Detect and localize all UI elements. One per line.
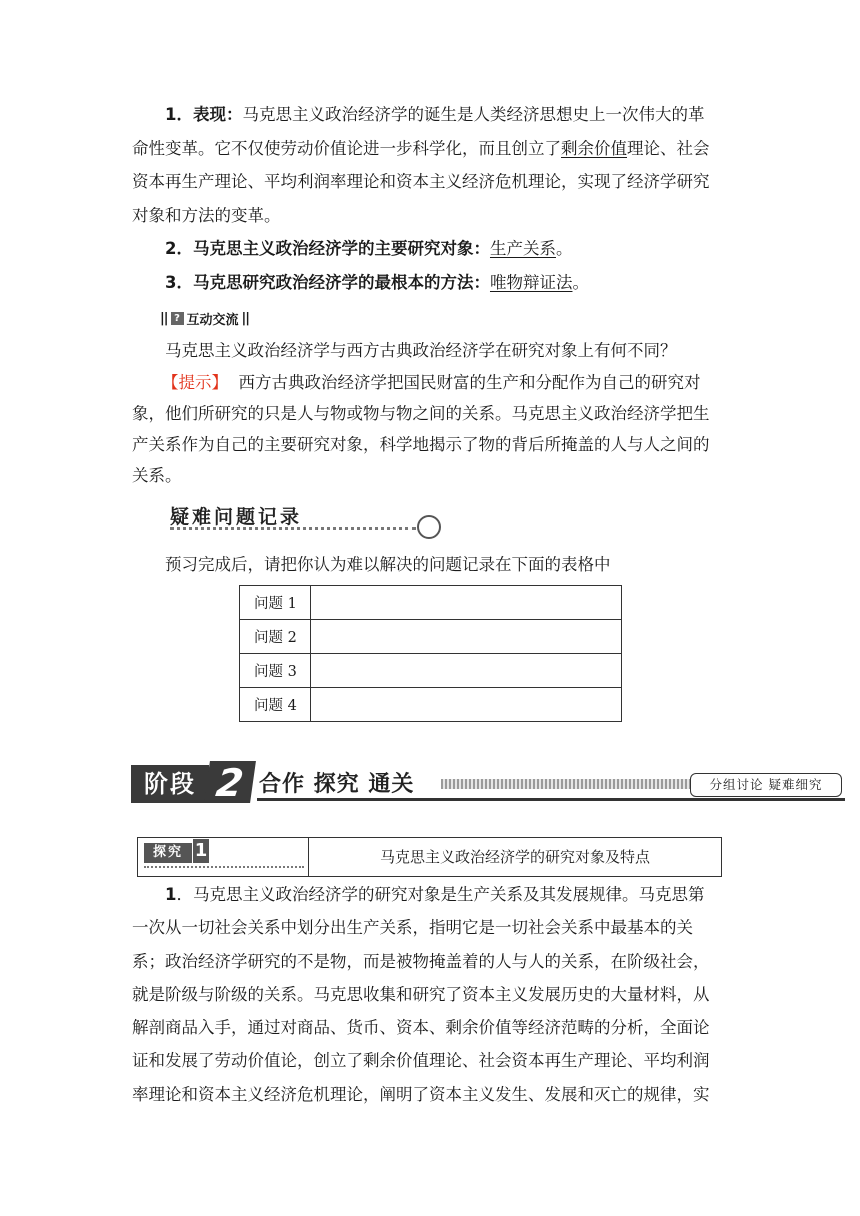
question-icon: ? — [171, 312, 184, 325]
difficulty-record-header — [170, 500, 440, 540]
banner-stripe — [441, 779, 691, 789]
point-2-label: 马克思主义政治经济学的主要研究对象： — [192, 239, 490, 258]
body-paragraph: 1．马克思主义政治经济学的研究对象是生产关系及其发展规律。马克思第 一次从一切社会关系中划分出生产关系，指明它是一切社会关系中最基本的关 系；政治经济学研究的不是物，而是被物掩盖着的人与人的关系，在阶级社会， 就是阶级与阶级的关系。马克思收集和研究了资本主义发展历史的大量材料，从 解剖商品入手，通过对商品、货币、资本、剩余价值等经济范畴的分析，全面论 证和发展了劳动价值论，创立了剩余价值理论、社会资本再生产理论、平均利润 率理论和资本主义经济危机理论，阐明了资本主义发生、发展和灭亡的规律，实 — [132, 878, 732, 1111]
banner-underline — [257, 798, 845, 801]
point-2-answer: 生产关系 — [489, 239, 556, 258]
table-row — [240, 586, 622, 620]
hint-paragraph — [132, 367, 732, 491]
answer-cell[interactable] — [311, 586, 622, 620]
body-number: 1 — [165, 885, 177, 904]
point-1-line-1: 马克思主义政治经济学的诞生是人类经济思想史上一次伟大的革 — [242, 105, 705, 124]
difficulty-record-title: 疑难问题记录 — [170, 506, 303, 528]
question-record-table — [239, 585, 622, 722]
stage-number: 2 — [204, 761, 256, 803]
table-row — [240, 620, 622, 654]
point-3-number: 3 — [165, 273, 177, 292]
explore-number: 1 — [194, 840, 208, 861]
explore-topic: 马克思主义政治经济学的研究对象及特点 — [379, 848, 650, 866]
row-label: 问题 2 — [240, 620, 311, 654]
body-line-5: 解剖商品入手，通过对商品、货币、资本、剩余价值等经济范畴的分析，全面论 — [132, 1018, 710, 1038]
hint-line-3: 产关系作为自己的主要研究对象，科学地揭示了物的背后所掩盖的人与人之间的 — [132, 435, 710, 454]
interaction-question-text: 马克思主义政治经济学与西方古典政治经济学在研究对象上有何不同？ — [165, 341, 677, 360]
difficulty-instruction — [132, 548, 732, 582]
body-line-6: 证和发展了劳动价值论，创立了剩余价值理论、社会资本再生产理论、平均利润 — [132, 1051, 710, 1071]
point-1-line-4: 对象和方法的变革。 — [132, 205, 281, 225]
circle-icon — [417, 515, 441, 539]
answer-cell[interactable] — [311, 620, 622, 654]
body-line-1: 马克思主义政治经济学的研究对象是生产关系及其发展规律。马克思第 — [192, 885, 705, 904]
point-3-end: 。 — [572, 273, 589, 292]
body-line-7: 率理论和资本主义经济危机理论，阐明了资本主义发生、发展和灭亡的规律，实 — [132, 1084, 710, 1104]
hint-line-2: 象，他们所研究的只是人与物或物与物之间的关系。马克思主义政治经济学把生 — [132, 404, 710, 423]
explore-header-box — [137, 837, 722, 877]
dotted-rule — [144, 866, 304, 868]
point-1-line-2b: 理论、社会 — [627, 138, 710, 158]
point-1-label: 表现： — [192, 105, 243, 124]
point-1-line-2a: 命性变革。它不仅使劳动价值论进一步科学化，而且创立了 — [132, 138, 561, 158]
body-line-4: 就是阶级与阶级的关系。马克思收集和研究了资本主义发展历史的大量材料，从 — [132, 984, 710, 1004]
stage-banner — [131, 761, 845, 805]
stage-tag: 分组讨论 疑难细究 — [690, 773, 842, 797]
interaction-section-label — [160, 309, 249, 328]
dotted-rule — [170, 527, 416, 530]
interaction-question — [132, 334, 732, 368]
stage-prefix: 阶段 — [131, 765, 209, 803]
hint-tag: 【提示】 — [162, 373, 228, 392]
table-row — [240, 654, 622, 688]
answer-cell[interactable] — [311, 688, 622, 722]
body-line-2: 一次从一切社会关系中划分出生产关系，指明它是一切社会关系中最基本的关 — [132, 918, 693, 938]
interaction-label-text: 互动交流 — [186, 313, 239, 328]
row-label: 问题 3 — [240, 654, 311, 688]
body-line-3: 系；政治经济学研究的不是物，而是被物掩盖着的人与人的关系，在阶级社会， — [132, 951, 710, 971]
point-1-line-3: 资本再生产理论、平均利润率理论和资本主义经济危机理论，实现了经济学研究 — [132, 172, 710, 191]
point-1-answer: 剩余价值 — [561, 138, 627, 158]
hint-line-1: 西方古典政治经济学把国民财富的生产和分配作为自己的研究对 — [238, 373, 701, 392]
point-2-paragraph: 2．马克思主义政治经济学的主要研究对象：生产关系。 — [165, 239, 573, 258]
stage-title: 合作 探究 通关 — [259, 772, 415, 797]
point-2-number: 2 — [165, 239, 177, 258]
point-3-label: 马克思研究政治经济学的最根本的方法： — [192, 273, 490, 292]
point-1-paragraph: 1．表现：马克思主义政治经济学的诞生是人类经济思想史上一次伟大的革 命性变革。它不仅使劳动价值论进一步科学化，而且创立了剩余价值理论、社会 资本再生产理论、平均利润率理论和资本主义经济危机理论，实现了经济学研究 对象和方法的变革。 — [132, 98, 732, 232]
answer-cell[interactable] — [311, 654, 622, 688]
explore-badge: 探究 — [144, 843, 192, 863]
row-label: 问题 1 — [240, 586, 311, 620]
difficulty-instruction-text: 预习完成后，请把你认为难以解决的问题记录在下面的表格中 — [165, 555, 611, 574]
row-label: 问题 4 — [240, 688, 311, 722]
point-3-paragraph: 3．马克思研究政治经济学的最根本的方法：唯物辩证法。 — [165, 273, 589, 292]
point-2-end: 。 — [555, 239, 573, 258]
point-3-answer: 唯物辩证法 — [489, 273, 573, 292]
table-row — [240, 688, 622, 722]
hint-line-4: 关系。 — [132, 466, 182, 485]
left-bars: || — [160, 311, 168, 326]
point-1-number: 1 — [165, 105, 177, 124]
right-bars: || — [241, 311, 250, 326]
